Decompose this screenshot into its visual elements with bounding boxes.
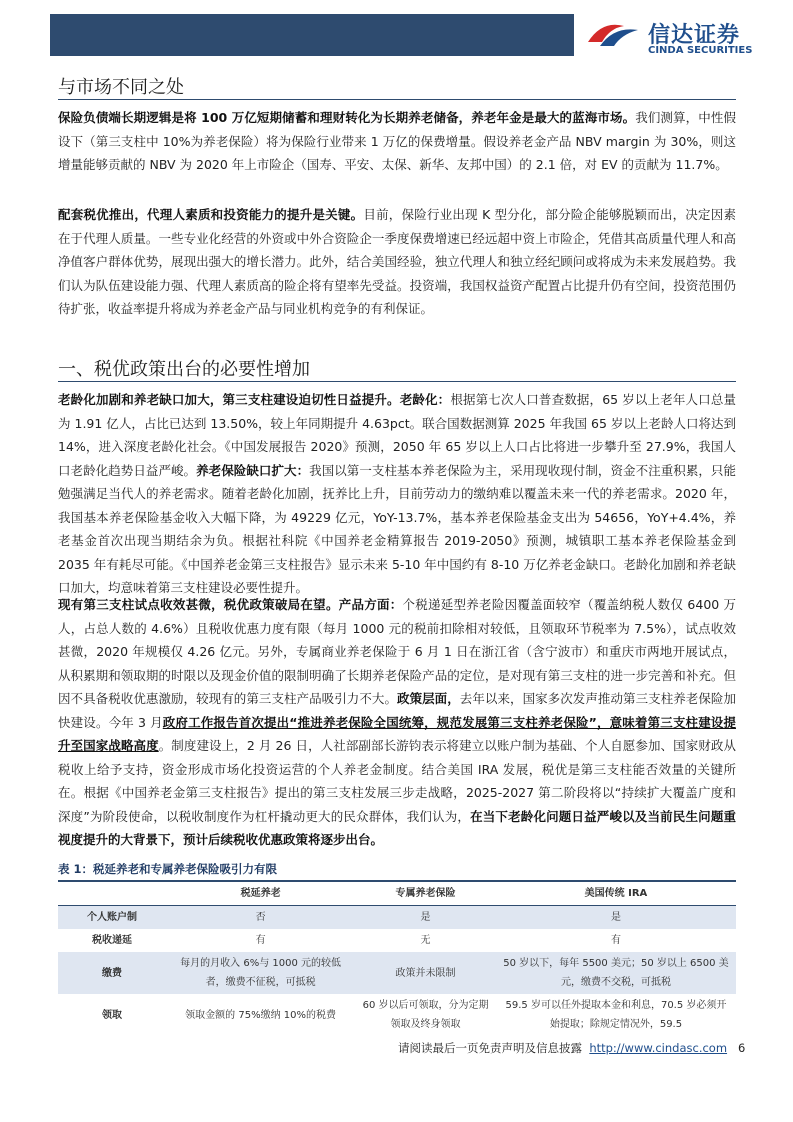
table-row-header: 税收递延 xyxy=(92,935,132,946)
table-cell: 领取金额的 75%缴纳 10%的税费 xyxy=(185,1009,336,1021)
table-cell: 60 岁以后可领取，分为定期领取及终身领取 xyxy=(362,1000,489,1030)
section-title-market: 与市场不同之处 xyxy=(58,77,184,98)
paragraph-body: 个税递延型养老险因覆盖面较窄（覆盖纳税人数仅 6400 万人，占总人数的 4.6%）且税收优惠力度有限（每月 1000 元的税前扣除相对较低，且领取环节税率为 7.5%），试点收效甚微，2020 年规模仅 4.26 亿元。另外，专属商业养老保险于 6 月 1 日在浙江省（含宁波市）和重庆市两地开展试点，从积累期和领取期的时限以及现金价值的限制明确了长期养老保险产品的定位，是对现有第三支柱的进一步完善和补充。但因不具备税收优惠激励，较现有的第三支柱产品吸引力不大。 xyxy=(58,597,736,706)
paragraph-market-1 xyxy=(58,106,736,177)
table-row xyxy=(58,994,736,1036)
table-row-header: 领取 xyxy=(102,1009,122,1021)
paragraph-market-2 xyxy=(58,203,736,321)
paragraph-lead: 政策层面， xyxy=(397,691,460,706)
website-link[interactable]: http://www.cindasc.com xyxy=(589,1041,728,1055)
paragraph-highlight: 政府工作报告首次提出“推进养老保险全国统筹，规范发展第三支柱养老保险”，意味着第三支柱建设提升至国家战略高度 xyxy=(58,714,736,753)
page-footer xyxy=(398,1040,745,1056)
table-row xyxy=(58,929,736,952)
table-cell: 政策并未限制 xyxy=(355,952,496,994)
section-title-tax: 一、税优政策出台的必要性增加 xyxy=(58,359,310,380)
table-cell: 有 xyxy=(610,935,621,946)
table-caption: 表 1：税延养老和专属养老保险吸引力有限 xyxy=(58,862,278,876)
table-header-cell xyxy=(58,881,166,906)
paragraph-body: 目前，保险行业出现 K 型分化，部分险企能够脱颖而出，决定因素在于代理人质量。一些专业化经营的外资或中外合资险企一季度保费增速已经远超中资上市险企，凭借其高质量代理人和高净值客户群体优势，展现出强大的增长潜力。此外，结合美国经验，独立代理人和独立经纪顾问或将成为未来发展趋势。我们认为队伍建设能力强、代理人素质高的险企将有望率先受益。投资端，我国权益资产配置占比提升仍有空间，投资范围仍待扩张，收益率提升将成为养老金产品与同业机构竞争的有利保证。 xyxy=(58,207,736,316)
paragraph-body: 我们测算，中性假设下（第三支柱中 10%为养老保险）将为保险行业带来 1 万亿的保费增量。假设养老金产品 NBV margin 为 30%，则这增量能够贡献的 NBV 为 2020 年上市险企（国寿、平安、太保、新华、友邦中国）的 2.1 倍，对 EV 的贡献为 11.7%。 xyxy=(58,110,736,172)
table-header-cell: 税延养老 xyxy=(166,881,355,906)
paragraph-body: 我国以第一支柱基本养老保险为主，采用现收现付制，资金不注重积累，只能勉强满足当代人的养老需求。随着老龄化加剧，抚养比上升，目前劳动力的缴纳难以覆盖未来一代的养老需求。2020 年，我国基本养老保险基金收入大幅下降，为 49229 亿元，YoY-13.7%，基本养老保险基金支出为 54656，YoY+4.4%，养老基金首次出现当期结余为负。根据社科院《中国养老金精算报告 2019-2050》预测，城镇职工基本养老保险基金到 2035 年有耗尽可能。《中国养老金第三支柱报告》显示未来 5-10 年中国约有 8-10 万亿养老金缺口。老龄化加剧和养老缺口加大，均意味着第三支柱建设必要性提升。 xyxy=(58,462,736,595)
table-row xyxy=(58,906,736,930)
section-divider xyxy=(58,99,736,100)
table-cell: 是 xyxy=(496,906,736,930)
page-number: 6 xyxy=(738,1041,746,1055)
table-header-cell: 美国传统 IRA xyxy=(496,881,736,906)
disclaimer-text: 请阅读最后一页免责声明及信息披露 xyxy=(398,1041,582,1055)
paragraph-body: 去年以来，国家多次发声推动第三支柱养老保险加快建设。今年 3 月 xyxy=(58,691,736,730)
table-cell: 50 岁以下，每年 5500 美元；50 岁以上 6500 美元，缴费不交税，可抵税 xyxy=(496,952,736,994)
paragraph-lead: 保险负债端长期逻辑是将 100 万亿短期储蓄和理财转化为长期养老储备，养老年金是最大的蓝海市场。 xyxy=(58,110,636,125)
paragraph-body: 。制度建设上，2 月 26 日，人社部副部长游钧表示将建立以账户制为基础、个人自愿参加、国家财政从税收上给予支持，资金形成市场化投资运营的个人养老金制度。结合美国 IRA 发展，税优是第三支柱能否效量的关键所在。根据《中国养老金第三支柱报告》提出的第三支柱发展三步走战略，2025-2027 第二阶段将以“持续扩大覆盖广度和深度”为阶段使命，以税收制度作为杠杆撬动更大的民众群体，我们认为， xyxy=(58,738,736,824)
table-cell: 否 xyxy=(166,906,355,930)
table-row-header: 个人账户制 xyxy=(58,906,166,930)
table-cell: 无 xyxy=(420,935,431,946)
logo-text-en: CINDA SECURITIES xyxy=(648,45,753,56)
cinda-logo xyxy=(584,14,774,58)
paragraph-conclusion: 在当下老龄化问题日益严峻以及当前民生问题重视度提升的大背景下，预计后续税收优惠政策将逐步出台。 xyxy=(58,808,736,847)
table-row-header: 缴费 xyxy=(58,952,166,994)
table-cell: 59.5 岁可以任外提取本金和利息，70.5 岁必须开始提取；除规定情况外，59.5 xyxy=(505,1000,727,1030)
paragraph-policy xyxy=(58,593,736,852)
table-cell: 是 xyxy=(355,906,496,930)
table-header-cell: 专属养老保险 xyxy=(355,881,496,906)
paragraph-aging xyxy=(58,388,736,600)
table-row xyxy=(58,952,736,994)
section-divider xyxy=(58,381,736,382)
table-cell: 每月的月收入 6%与 1000 元的较低者，缴费不征税，可抵税 xyxy=(166,952,355,994)
table-cell: 有 xyxy=(255,935,266,946)
header-bar xyxy=(50,14,574,56)
paragraph-lead: 现有第三支柱试点收效甚微，税优政策破局在望。产品方面： xyxy=(58,597,403,612)
paragraph-lead: 老龄化加剧和养老缺口加大，第三支柱建设迫切性日益提升。老龄化： xyxy=(58,392,451,407)
table-header-row xyxy=(58,881,736,906)
paragraph-lead: 养老保险缺口扩大： xyxy=(196,462,310,478)
logo-text-cn: 信达证券 xyxy=(648,23,741,48)
paragraph-body: 根据第七次人口普查数据，65 岁以上老年人口总量为 1.91 亿人，占比已达到 13.50%，较上年同期提升 4.63pct。联合国数据测算 2025 年我国 65 岁以上老龄人口将达到 14%，进入深度老龄化社会。《中国发展报告 2020》预测，2050 年 65 岁以上人口占比将进一步攀升至 27.9%，我国人口老龄化趋势日益严峻。 xyxy=(58,392,736,478)
paragraph-lead: 配套税优推出，代理人素质和投资能力的提升是关键。 xyxy=(58,207,364,222)
cinda-logo-icon xyxy=(584,18,642,50)
comparison-table xyxy=(58,880,736,1036)
